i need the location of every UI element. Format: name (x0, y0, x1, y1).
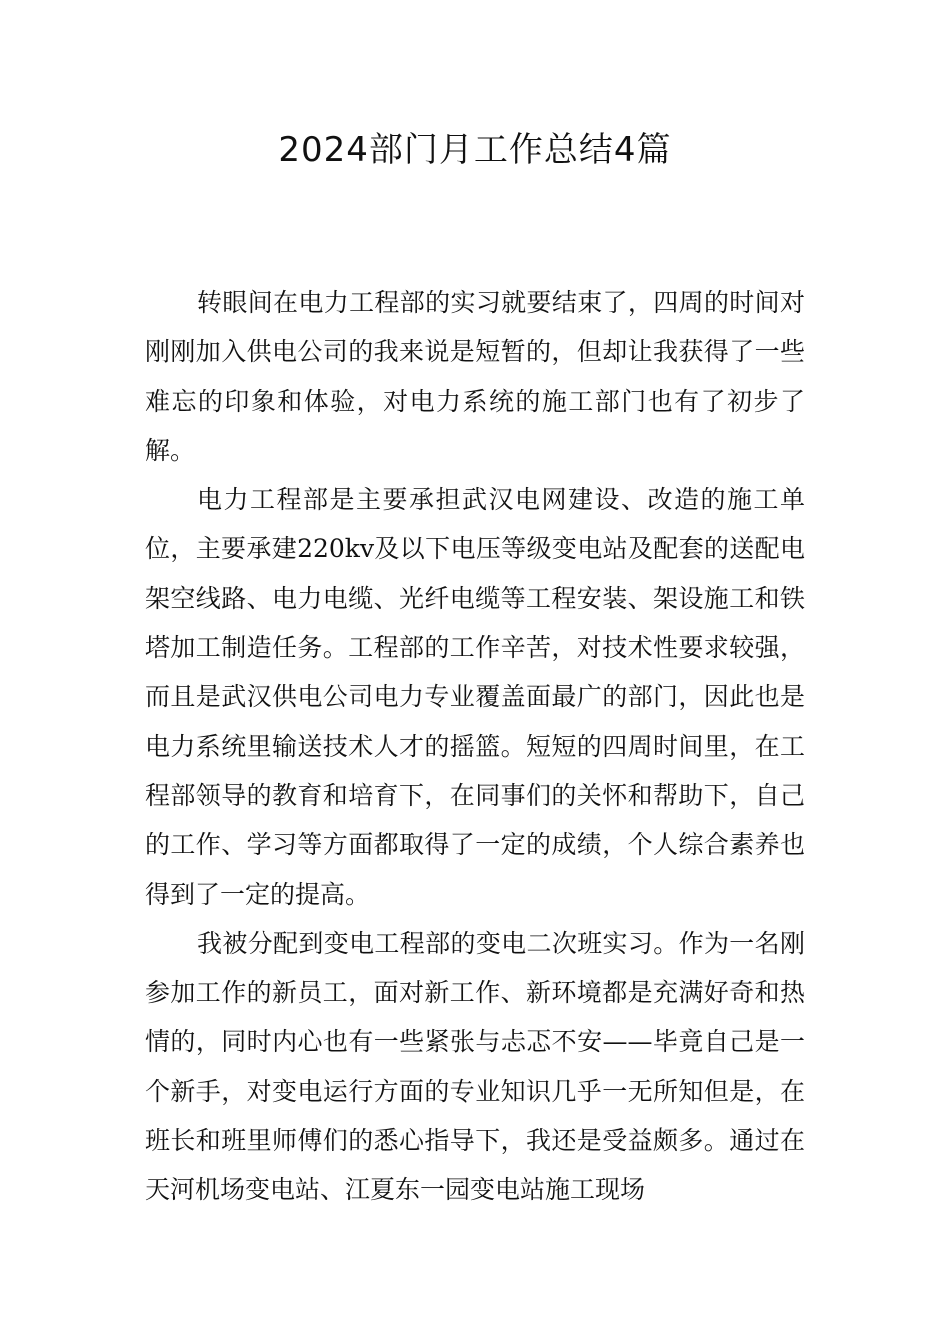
document-title: 2024部门月工作总结4篇 (278, 130, 672, 170)
document-body (145, 278, 805, 1215)
paragraph-3: 我被分配到变电工程部的变电二次班实习。作为一名刚参加工作的新员工，面对新工作、新环境都是充满好奇和热情的，同时内心也有一些紧张与忐忑不安——毕竟自己是一个新手，对变电运行方面的专业知识几乎一无所知但是，在班长和班里师傅们的悉心指导下，我还是受益颇多。通过在天河机场变电站、江夏东一园变电站施工现场 (145, 928, 805, 1205)
paragraph-2: 电力工程部是主要承担武汉电网建设、改造的施工单位，主要承建220kv及以下电压等级变电站及配套的送配电架空线路、电力电缆、光纤电缆等工程安装、架设施工和铁塔加工制造任务。工程部的工作辛苦，对技术性要求较强，而且是武汉供电公司电力专业覆盖面最广的部门，因此也是电力系统里输送技术人才的摇篮。短短的四周时间里，在工程部领导的教育和培育下，在同事们的关怀和帮助下，自己的工作、学习等方面都取得了一定的成绩，个人综合素养也得到了一定的提高。 (145, 485, 805, 909)
paragraph-1: 转眼间在电力工程部的实习就要结束了，四周的时间对刚刚加入供电公司的我来说是短暂的，但却让我获得了一些难忘的印象和体验，对电力系统的施工部门也有了初步了解。 (145, 288, 805, 465)
